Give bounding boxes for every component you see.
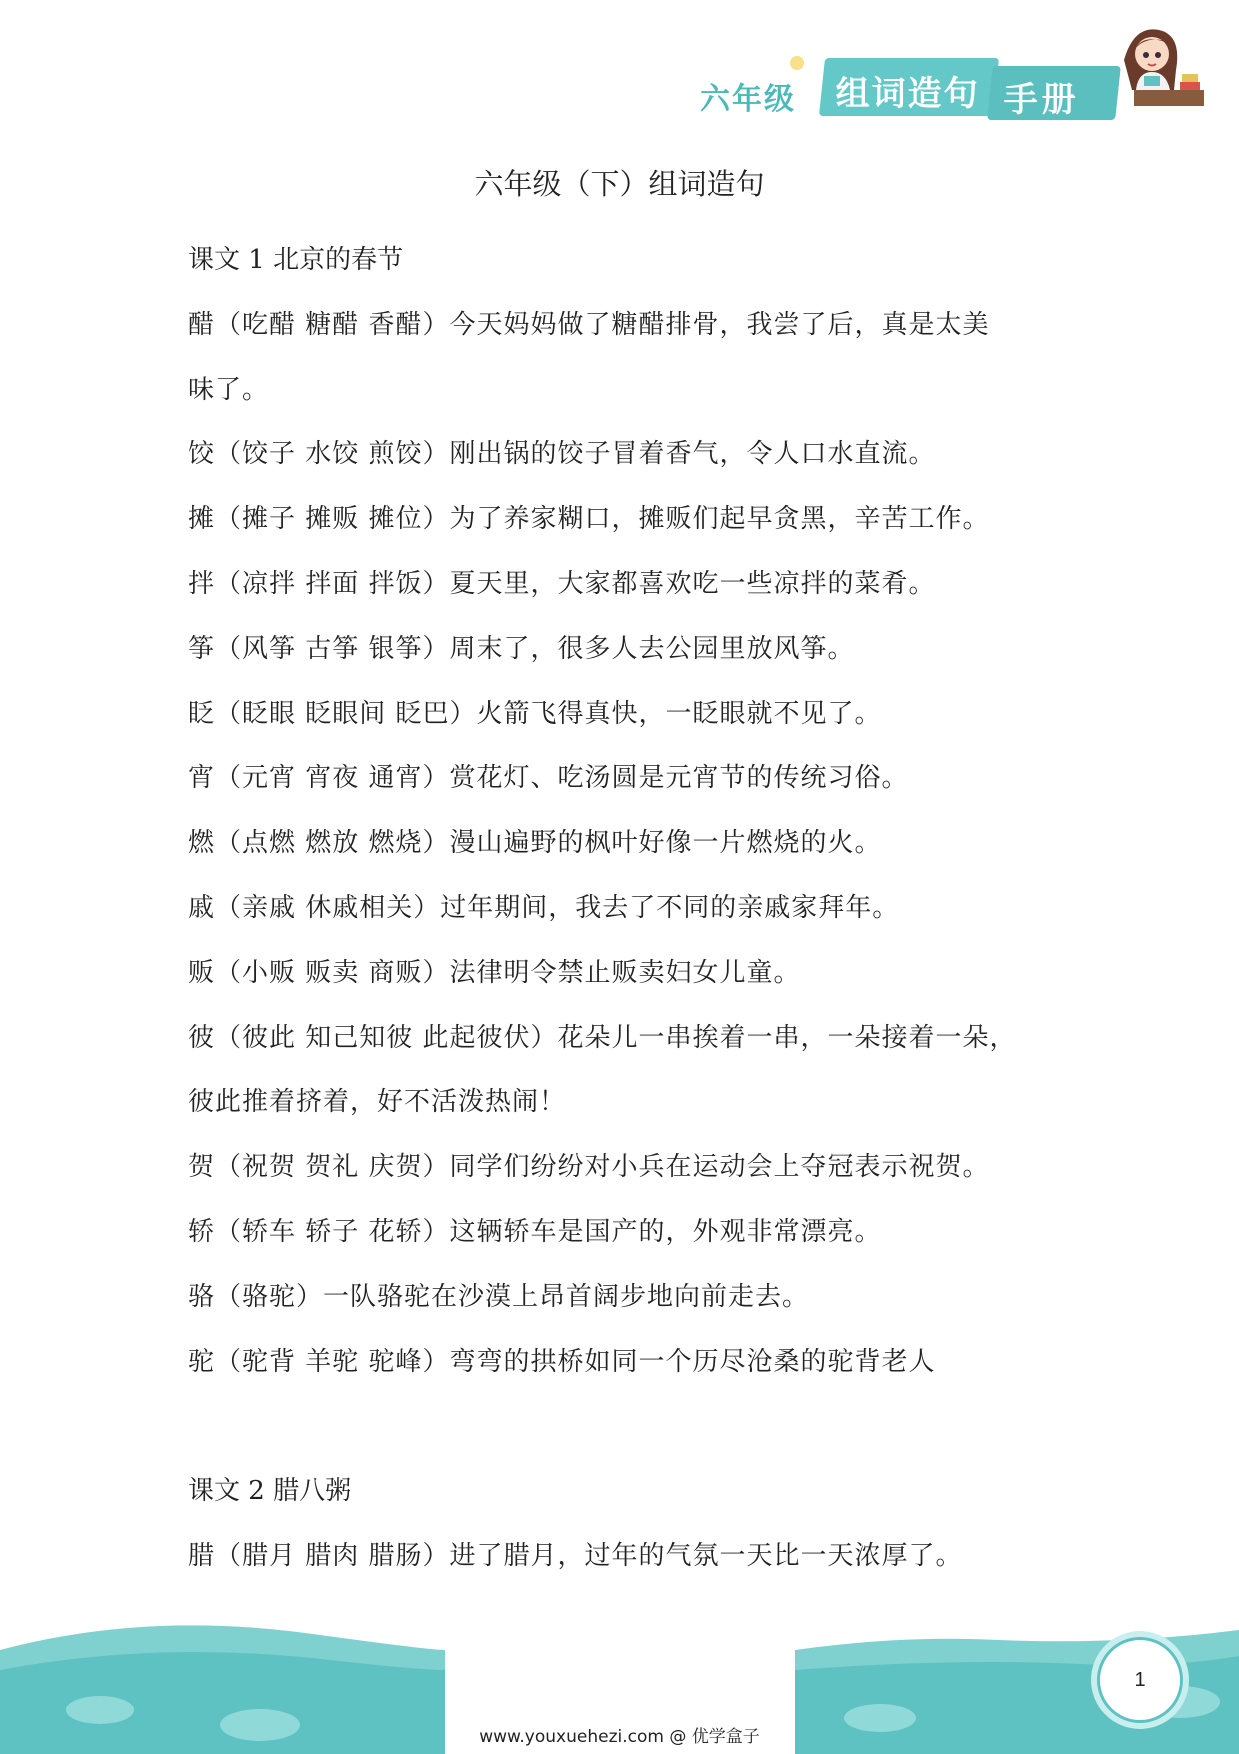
- footer-website: www.youxuehezi.com @ 优学盒子: [479, 1727, 760, 1747]
- word-entry-line: 宵（元宵 宵夜 通宵）赏花灯、吃汤圆是元宵节的传统习俗。: [188, 763, 909, 794]
- page-title: 六年级（下）组词造句: [474, 167, 765, 201]
- tab-handbook-badge: [987, 66, 1121, 120]
- word-entry-line: 戚（亲戚 休戚相关）过年期间，我去了不同的亲戚家拜年。: [188, 892, 900, 923]
- word-entry-line: 醋（吃醋 糖醋 香醋）今天妈妈做了糖醋排骨，我尝了后，真是太美: [188, 309, 990, 340]
- word-entry-line: 筝（风筝 古筝 银筝）周末了，很多人去公园里放风筝。: [188, 633, 855, 664]
- word-entry-line: 骆（骆驼）一队骆驼在沙漠上昂首阔步地向前走去。: [188, 1281, 810, 1312]
- page-number: 1: [1097, 1637, 1183, 1723]
- word-entry-line: 腊（腊月 腊肉 腊肠）进了腊月，过年的气氛一天比一天浓厚了。: [188, 1540, 963, 1571]
- word-entry-line: 彼此推着挤着，好不活泼热闹！: [188, 1087, 567, 1118]
- word-entry-line: 贺（祝贺 贺礼 庆贺）同学们纷纷对小兵在运动会上夺冠表示祝贺。: [188, 1152, 990, 1183]
- tab-handbook-text: 手册: [1003, 80, 1080, 120]
- word-entry-line: 眨（眨眼 眨眼间 眨巴）火箭飞得真快，一眨眼就不见了。: [188, 698, 882, 729]
- word-entry-line: 彼（彼此 知己知彼 此起彼伏）花朵儿一串挨着一串，一朵接着一朵，: [188, 1022, 1017, 1053]
- lesson-heading: 课文 1 北京的春节: [188, 245, 404, 275]
- girl-illustration-icon: [1104, 20, 1204, 112]
- tab-title-badge: [819, 58, 999, 116]
- word-entry-line: 贩（小贩 贩卖 商贩）法律明令禁止贩卖妇女儿童。: [188, 957, 801, 988]
- word-entry-line: 拌（凉拌 拌面 拌饭）夏天里，大家都喜欢吃一些凉拌的菜肴。: [188, 568, 936, 599]
- word-entry-line: 摊（摊子 摊贩 摊位）为了养家糊口，摊贩们起早贪黑，辛苦工作。: [188, 504, 990, 535]
- word-entry-line: 味了。: [188, 374, 270, 405]
- grade-label: 六年级: [700, 82, 796, 117]
- tab-title-text: 组词造句: [835, 74, 980, 114]
- lesson-heading: 课文 2 腊八粥: [188, 1476, 352, 1507]
- blank-line: [188, 1394, 1068, 1459]
- word-entry-line: 饺（饺子 水饺 煎饺）刚出锅的饺子冒着香气，令人口水直流。: [188, 439, 936, 470]
- butterfly-icon: [790, 56, 804, 70]
- word-entry-line: 燃（点燃 燃放 燃烧）漫山遍野的枫叶好像一片燃烧的火。: [188, 828, 882, 859]
- word-entry-line: 轿（轿车 轿子 花轿）这辆轿车是国产的，外观非常漂亮。: [188, 1216, 882, 1247]
- word-list: [188, 228, 1068, 1589]
- word-entry-line: 驼（驼背 羊驼 驼峰）弯弯的拱桥如同一个历尽沧桑的驼背老人: [188, 1346, 936, 1377]
